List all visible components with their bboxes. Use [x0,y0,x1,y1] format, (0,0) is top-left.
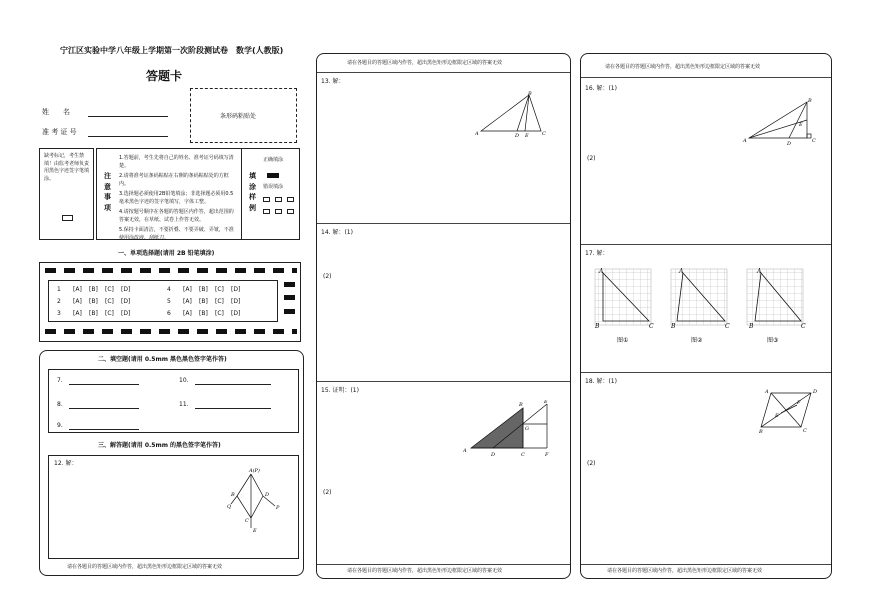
blank-label: 7. [57,377,63,384]
blank-label: 9. [57,422,63,429]
mc-row[interactable]: 5 [A] [B] [C] [D] [167,298,241,305]
notice-item: 3.选择题必须使用2B铅笔填涂；非选择题必须用0.5毫米黑色字迹的签字笔填写，字体工整。 [119,191,234,205]
fig17-caption-1: 图① [617,337,629,344]
barcode-label: 条形码粘贴处 [220,113,257,120]
fig12-label-Q: Q [227,504,232,510]
blank-label: 10. [179,377,189,384]
fig18-label-F: F [797,400,801,406]
absent-box [39,148,94,240]
mc-col-1 [57,286,137,322]
grid-figure-1 [595,269,651,325]
fig18-label-C: C [803,428,807,433]
fig12-label-B: B [231,492,235,498]
q17-label: 17. 解： [585,250,609,257]
notice-title: 注意事项 [104,172,111,212]
notice-box [96,148,300,240]
answer-section [39,350,304,576]
fig18-label-E: E [775,413,779,419]
fig18-label-D: D [813,389,818,395]
exam-title: 宁江区实验中学八年级上学期第一次阶段测试卷 数学(人教版) [60,46,284,55]
fig13-label-E: E [525,133,529,139]
mc-row[interactable]: 6 [A] [B] [C] [D] [167,310,241,317]
fig16-label-D: D [787,141,792,146]
fig15-label-A: A [463,448,467,454]
fill-correct-label: 正确填涂 [263,157,284,163]
q12-box[interactable] [48,455,299,559]
q13-label: 13. 解： [321,78,345,85]
timing-marks-top [45,268,297,273]
id-field[interactable] [88,136,168,137]
mc-row[interactable]: 2 [A] [B] [C] [D] [57,298,131,305]
left-footer: 请在各题目的答题区域内作答，超出黑色矩形边框限定区域的答案无效 [67,564,223,570]
blank-11-field[interactable] [195,408,271,409]
sec1-title: 一、单项选择题(请用 2B 铅笔填涂) [118,250,215,257]
q15-label: 15. 证明：(1) [321,387,359,394]
q18-part2-label: (2) [587,460,596,467]
id-label: 准 考 证 号 [42,128,77,136]
blanks-box [48,369,299,433]
q18-figure [759,387,819,433]
right-column [580,53,832,579]
notice-item: 2.请将准考证条码粘贴在右侧的条码粘贴处的方框内。 [119,173,229,187]
mc-section [39,262,301,342]
fig15-label-D: D [491,452,496,458]
mc-row[interactable]: 4 [A] [B] [C] [D] [167,286,241,293]
q15-area[interactable] [317,382,570,564]
blank-label: 11. [179,401,189,408]
grid-figure-2 [671,269,727,325]
timing-marks-bottom [45,329,297,334]
q12-figure [227,466,297,534]
blank-label: 8. [57,401,63,408]
sec2-title: 二、填空题(请用 0.5mm 黑色黑色签字笔作答) [98,356,227,363]
fig17-label-A: A [599,268,604,275]
blank-7-field[interactable] [69,384,139,385]
middle-header: 请在各题目的答题区域内作答，超出黑色矩形边框限定区域的答案无效 [347,60,503,66]
q13-area[interactable] [317,73,570,223]
q14-part2-label: (2) [323,273,332,280]
fill-wrong-label: 错误填涂 [263,184,284,190]
fig15-label-F: F [545,452,549,458]
fig13-label-B: B [528,91,532,97]
mc-row[interactable]: 1 [A] [B] [C] [D] [57,286,131,293]
fig18-label-B: B [759,429,763,433]
fig16-label-B: B [808,98,812,104]
fig17-caption-3: 图③ [767,337,779,344]
absent-checkbox[interactable] [62,215,73,221]
q14-area[interactable] [317,224,570,381]
fig12-label-A: A(P) [249,468,260,474]
q14-label: 14. 解：(1) [321,229,353,236]
q17-area[interactable] [581,245,831,372]
notice-item: 5.保持卡面清洁，不要折叠、不要弄破、弄皱，不准使用涂改液、刮纸刀。 [119,227,234,241]
fig17-label-B: B [749,323,754,330]
fig16-label-C: C [812,138,816,144]
fig12-label-E: E [253,528,257,534]
notice-list [119,154,237,242]
notice-item: 4.请按题号顺序在各题的答题区内作答，超出范围的答案无效，在草纸、试卷上作答无效。 [119,209,234,223]
fig17-label-A: A [679,268,684,275]
fig18-label-A: A [765,389,769,395]
q16-figure [741,96,821,146]
fig16-label-E: E [799,122,803,128]
notice-item: 1.答题前，考生先将自己的姓名、准考证号码填写清楚。 [119,155,234,169]
q16-part2-label: (2) [587,155,596,162]
fig15-label-E: E [544,400,548,405]
middle-footer: 请在各题目的答题区域内作答，超出黑色矩形边框限定区域的答案无效 [347,568,503,574]
fig15-label-B: B [519,402,523,408]
grid-figure-3 [747,269,803,325]
barcode-area [190,88,297,143]
fig12-label-P: P [276,505,280,511]
fig17-label-B: B [671,323,676,330]
fig13-label-A: A [475,131,479,137]
blank-9-field[interactable] [69,429,139,430]
card-title: 答题卡 [146,69,183,83]
fig17-label-C: C [801,323,806,330]
q18-area[interactable] [581,373,831,564]
right-header: 请在各题目的答题区域内作答，超出黑色矩形边框限定区域的答案无效 [605,64,761,70]
fig17-caption-2: 图② [691,337,703,344]
q12-label: 12. 解： [54,460,78,467]
mc-row[interactable]: 3 [A] [B] [C] [D] [57,310,131,317]
fig15-label-C: C [521,452,525,458]
fill-correct-sample [267,173,279,178]
right-footer: 请在各题目的答题区域内作答，超出黑色矩形边框限定区域的答案无效 [607,568,763,574]
fig12-label-C: C [245,518,249,524]
name-label: 姓 名 [42,108,70,116]
name-field[interactable] [88,116,168,117]
q17-figures [591,265,823,345]
absent-note: 缺考标记，考生禁填！由监考老师负责用黑色字迹签字笔填涂。 [44,153,90,182]
q16-label: 16. 解：(1) [585,85,617,92]
fig16-label-A: A [743,138,747,144]
fig12-label-D: D [265,492,270,498]
mc-grid [48,280,278,322]
q13-figure [475,91,547,139]
q16-area[interactable] [581,78,831,244]
middle-column [316,53,571,579]
q15-figure [463,400,559,458]
fig13-label-D: D [515,133,520,139]
blank-10-field[interactable] [195,384,271,385]
fig13-label-C: C [542,131,546,137]
q15-part2-label: (2) [323,489,332,496]
sec3-title: 三、解答题(请用 0.5mm 的黑色签字笔作答) [98,442,221,449]
fig15-label-G: G [525,426,529,432]
fill-example-title: 填涂样例 [249,172,256,212]
blank-8-field[interactable] [69,408,139,409]
mc-col-2 [167,286,247,322]
fig17-label-A: A [757,268,762,275]
fig17-label-C: C [725,323,730,330]
fig17-label-C: C [649,323,654,330]
q18-label: 18. 解：(1) [585,378,617,385]
fig17-label-B: B [595,323,600,330]
